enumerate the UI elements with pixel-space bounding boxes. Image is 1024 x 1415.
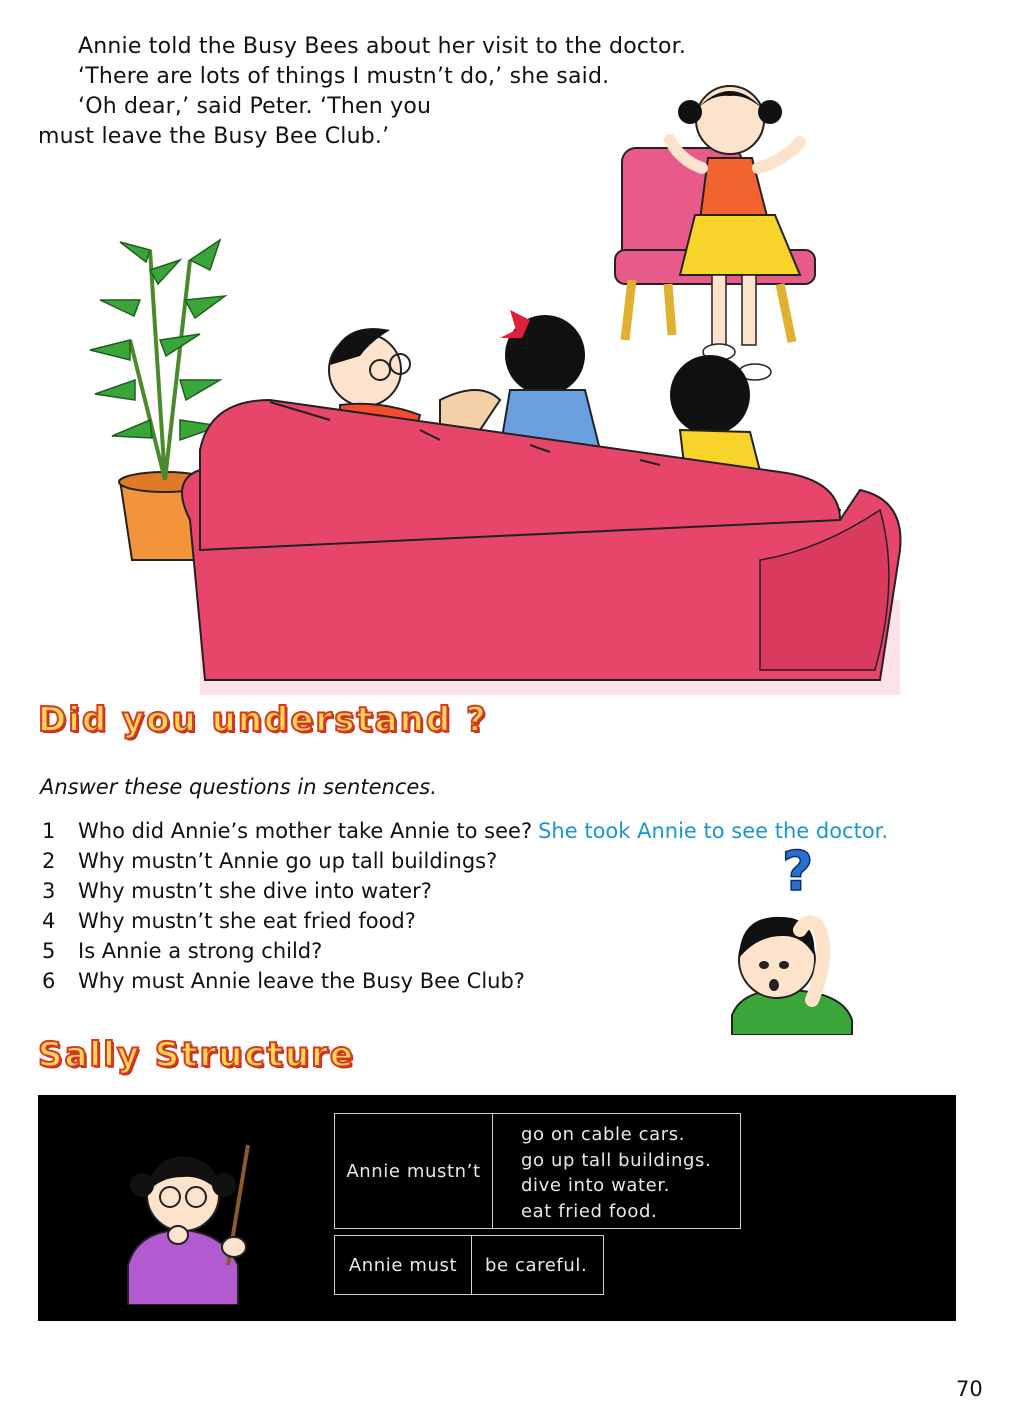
pink-sofa <box>182 400 901 680</box>
girl-on-sofa <box>500 310 600 450</box>
sally-teacher-illustration <box>98 1115 268 1305</box>
story-line-1: Annie told the Busy Bees about her visit to the doctor. <box>78 34 687 59</box>
page-number: 70 <box>956 1377 983 1401</box>
must-table <box>334 1235 604 1295</box>
story-line-4: must leave the Busy Bee Club.’ <box>38 124 390 149</box>
question-number: 6 <box>42 969 56 993</box>
mustnt-action: go on cable cars. <box>521 1124 686 1145</box>
sally-structure-heading: Sally Structure <box>38 1035 355 1075</box>
mustnt-action: go up tall buildings. <box>521 1149 712 1171</box>
did-you-understand-heading: Did you understand ? <box>38 700 488 740</box>
question-text: Why mustn’t Annie go up tall buildings? <box>78 849 498 873</box>
structure-box <box>38 1095 956 1321</box>
story-line-3: ‘Oh dear,’ said Peter. ‘Then you <box>78 94 432 119</box>
question-number: 2 <box>42 849 56 873</box>
annie-standing <box>670 86 800 380</box>
thinking-boy-illustration <box>712 840 862 1035</box>
question-text: Why must Annie leave the Busy Bee Club? <box>78 969 525 993</box>
sofa-scene-illustration <box>40 80 940 695</box>
question-text: Why mustn’t she eat fried food? <box>78 909 416 933</box>
question-number: 4 <box>42 909 56 933</box>
mustnt-actions <box>521 1122 711 1224</box>
question-number: 3 <box>42 879 56 903</box>
question-text: Is Annie a strong child? <box>78 939 323 963</box>
question-number: 5 <box>42 939 56 963</box>
question-text: Who did Annie’s mother take Annie to see? <box>78 819 533 843</box>
must-subject: Annie must <box>335 1236 472 1294</box>
mustnt-subject: Annie mustn’t <box>335 1114 493 1228</box>
question-text: Why mustn’t she dive into water? <box>78 879 432 903</box>
mustnt-action: eat fried food. <box>521 1200 658 1222</box>
question-mark-icon: ? <box>782 840 814 903</box>
must-action: be careful. <box>485 1254 588 1276</box>
story-line-2: ‘There are lots of things I mustn’t do,’ she said. <box>78 64 610 89</box>
instruction-text: Answer these questions in sentences. <box>40 775 437 799</box>
answer-text: She took Annie to see the doctor. <box>538 819 889 843</box>
mustnt-action: dive into water. <box>521 1175 671 1196</box>
question-number: 1 <box>42 819 56 843</box>
mustnt-table <box>334 1113 741 1229</box>
